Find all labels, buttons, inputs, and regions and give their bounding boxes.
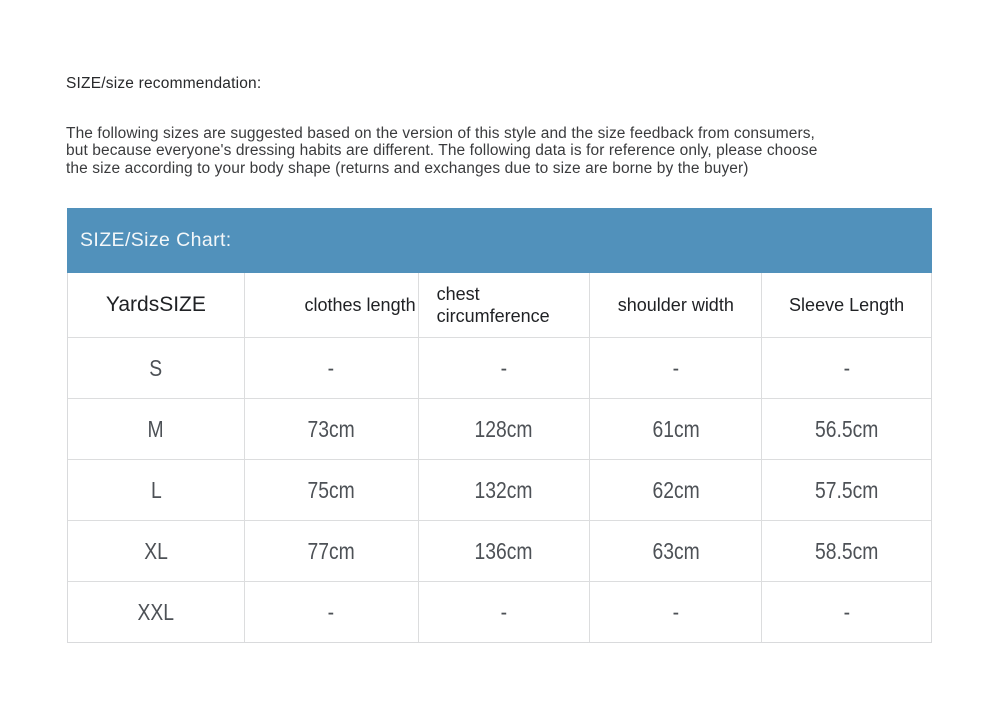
shoulder-width-cell: - bbox=[590, 582, 762, 642]
size-recommendation-heading: SIZE/size recommendation: bbox=[66, 75, 262, 92]
shoulder-width-cell: 63cm bbox=[590, 521, 762, 581]
table-header-row bbox=[68, 273, 931, 337]
column-header-chest-circumference: chest circumference bbox=[419, 273, 591, 337]
sleeve-length-cell: - bbox=[843, 598, 850, 625]
clothes-length-cell: - bbox=[245, 582, 419, 642]
clothes-length-cell: 73cm bbox=[245, 399, 419, 459]
size-chart-title-bar bbox=[67, 208, 932, 273]
size-chart-table bbox=[67, 273, 932, 643]
sleeve-length-cell: - bbox=[843, 354, 850, 381]
description-line: but because everyone's dressing habits are different. The following data is for reference only, please choose bbox=[66, 142, 818, 160]
sleeve-length-cell: 56.5cm bbox=[814, 415, 879, 442]
size-label-cell: S bbox=[68, 338, 245, 398]
sleeve-length-cell: 58.5cm bbox=[814, 537, 879, 564]
column-header-size: YardsSIZE bbox=[68, 273, 245, 337]
table-row-xl bbox=[68, 520, 931, 581]
column-header-sleeve-length: Sleeve Length bbox=[789, 294, 905, 315]
shoulder-width-cell: 62cm bbox=[590, 460, 762, 520]
size-label-cell: XXL bbox=[68, 582, 245, 642]
clothes-length-cell: - bbox=[245, 338, 419, 398]
size-label-cell: M bbox=[68, 399, 245, 459]
column-header-clothes-length: clothes length bbox=[245, 273, 419, 337]
description-line: the size according to your body shape (returns and exchanges due to size are borne by the buyer) bbox=[66, 159, 749, 177]
column-header-shoulder-width: shoulder width bbox=[590, 273, 762, 337]
clothes-length-cell: 77cm bbox=[245, 521, 419, 581]
size-label-cell: XL bbox=[68, 521, 245, 581]
sleeve-length-cell: 57.5cm bbox=[814, 476, 879, 503]
shoulder-width-cell: - bbox=[590, 338, 762, 398]
description-line: The following sizes are suggested based on the version of this style and the size feedback from consumers, bbox=[66, 125, 815, 142]
chest-circumference-cell: 128cm bbox=[419, 399, 591, 459]
size-chart-title: SIZE/Size Chart: bbox=[80, 229, 232, 251]
clothes-length-cell: 75cm bbox=[245, 460, 419, 520]
chest-circumference-cell: 132cm bbox=[419, 460, 591, 520]
chest-circumference-cell: 136cm bbox=[419, 521, 591, 581]
shoulder-width-cell: 61cm bbox=[590, 399, 762, 459]
size-recommendation-description bbox=[66, 125, 817, 177]
table-row-s bbox=[68, 337, 931, 398]
table-row-xxl bbox=[68, 581, 931, 642]
table-row-l bbox=[68, 459, 931, 520]
size-label-cell: L bbox=[68, 460, 245, 520]
table-row-m bbox=[68, 398, 931, 459]
chest-circumference-cell: - bbox=[419, 582, 591, 642]
chest-circumference-cell: - bbox=[419, 338, 591, 398]
